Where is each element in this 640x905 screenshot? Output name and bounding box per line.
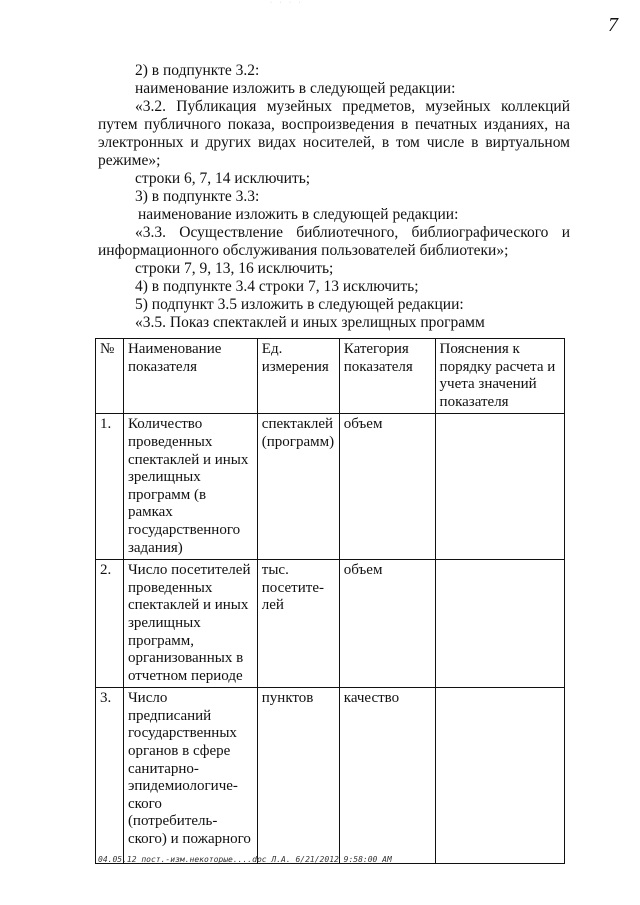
row-number: 2. — [96, 560, 124, 688]
rename-instruction: наименование изложить в следующей редакции: — [135, 80, 456, 97]
row-number: 1. — [96, 414, 124, 560]
rename-instruction-3-3: наименование изложить в следующей редакции: — [138, 206, 459, 223]
unit: спектаклей (программ) — [257, 414, 339, 560]
indicator-name: Число посетителей проведенных спектаклей и иных зрелищных программ, организованных в отчетном периоде — [123, 560, 257, 688]
category: качество — [339, 688, 435, 864]
header-explanation: Пояснения к порядку расчета и учета значений показателя — [435, 339, 564, 414]
new-title-3-5: «3.5. Показ спектаклей и иных зрелищных программ — [135, 314, 485, 331]
new-title-3-2-line2: путем публичного показа, воспроизведения в печатных изданиях, на — [98, 116, 570, 133]
unit: пунктов — [257, 688, 339, 864]
scan-artifact: · · · · — [270, 0, 304, 6]
new-title-3-2-line3: электронных и других видах носителей, в том числе в виртуальном — [98, 134, 570, 151]
header-indicator-name: Наименование показателя — [123, 339, 257, 414]
indicator-name: Число предписаний государственных органов в сфере санитарно-эпидемиологиче-ского (потребитель-ского) и пожарного — [123, 688, 257, 864]
header-unit: Ед. измерения — [257, 339, 339, 414]
item-3-heading: 3) в подпункте 3.3: — [135, 188, 260, 205]
rows-exclude-3-2: строки 6, 7, 14 исключить; — [135, 170, 311, 187]
table-row — [96, 560, 565, 688]
page-number: 7 — [608, 14, 618, 36]
category: объем — [339, 414, 435, 560]
item-5: 5) подпункт 3.5 изложить в следующей редакции: — [135, 296, 464, 313]
document-footer: 04.05.12 пост.-изм.некоторые....doc Л.А. 6/21/2012 9:58:00 AM — [98, 855, 392, 864]
header-category: Категория показателя — [339, 339, 435, 414]
explanation — [435, 414, 564, 560]
row-number: 3. — [96, 688, 124, 864]
item-4: 4) в подпункте 3.4 строки 7, 13 исключить; — [135, 278, 419, 295]
unit: тыс. посетите-лей — [257, 560, 339, 688]
new-title-3-3-line2: информационного обслуживания пользователей библиотеки»; — [98, 242, 509, 259]
indicator-name: Количество проведенных спектаклей и иных зрелищных программ (в рамках государственного задания) — [123, 414, 257, 560]
rows-exclude-3-3: строки 7, 9, 13, 16 исключить; — [135, 260, 334, 277]
table-header-row — [96, 339, 565, 414]
new-title-3-2-line4: режиме»; — [98, 152, 161, 169]
explanation — [435, 688, 564, 864]
indicators-table — [95, 338, 565, 864]
category: объем — [339, 560, 435, 688]
new-title-3-2-line1: «3.2. Публикация музейных предметов, музейных коллекций — [135, 98, 570, 115]
header-number: № — [96, 339, 124, 414]
item-2-heading: 2) в подпункте 3.2: — [135, 62, 260, 79]
explanation — [435, 560, 564, 688]
new-title-3-3-line1: «3.3. Осуществление библиотечного, библиографического и — [135, 224, 570, 241]
table-row — [96, 688, 565, 864]
table-row — [96, 414, 565, 560]
